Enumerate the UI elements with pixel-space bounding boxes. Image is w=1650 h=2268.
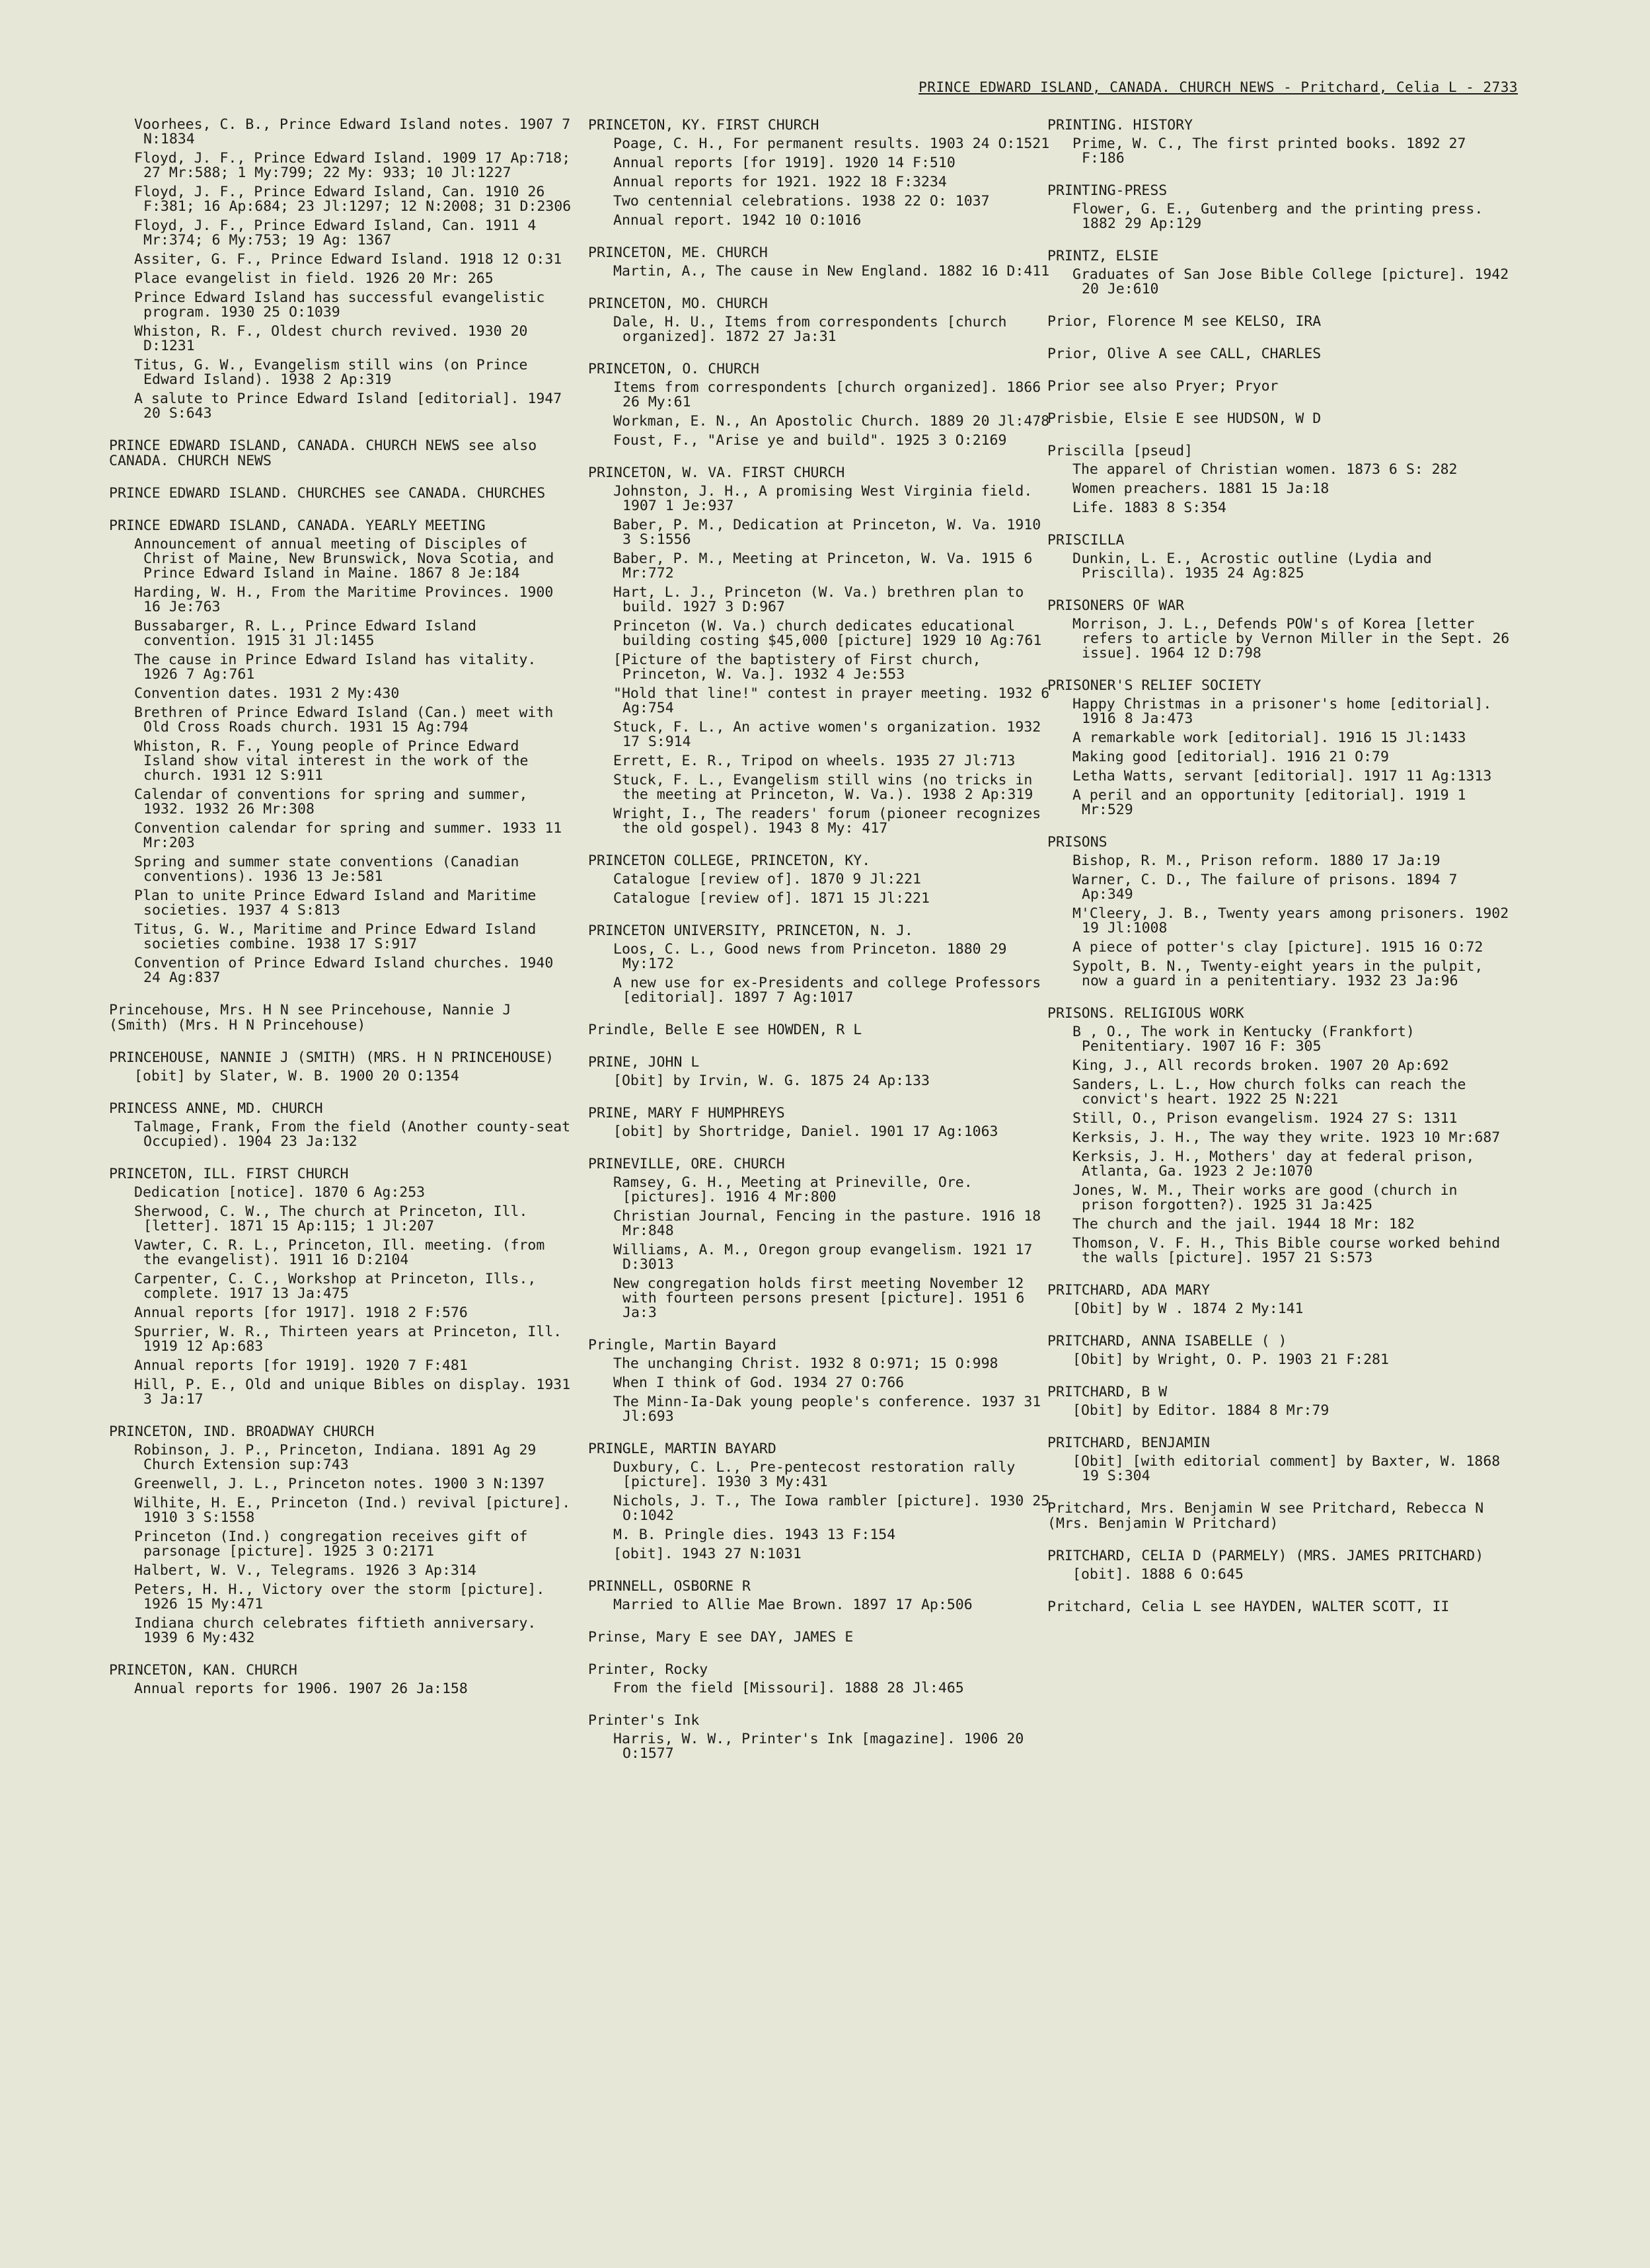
index-section [588,923,1051,1005]
index-section [1047,1283,1510,1316]
column-1 [109,118,572,1714]
index-section [588,1713,1051,1761]
index-entry: Voorhees, C. B., Prince Edward Island notes. 1907 7 N:1834 [134,116,571,147]
section-heading: Pritchard, Celia L see HAYDEN, WALTER SCOTT, II [1047,1599,1450,1615]
index-section [1047,118,1510,166]
index-section [588,1022,1051,1038]
index-section [1047,835,1510,989]
section-heading: Princehouse, Mrs. H N see Princehouse, Nannie J (Smith) (Mrs. H N Princehouse) [109,1002,511,1034]
index-section [1047,346,1510,361]
section-heading: PRINCETON, KAN. CHURCH [109,1662,297,1679]
index-section [1047,248,1510,297]
index-entry: Floyd, J. F., Prince Edward Island, Can. 1910 26 F:381; 16 Ap:684; 23 Jl:1297; 12 N:2008; 31 D:2306 [134,184,572,215]
index-entry: Robinson, J. P., Princeton, Indiana. 1891 Ag 29 Church Extension sup:743 [134,1442,537,1473]
index-entry: Indiana church celebrates fiftieth anniversary. 1939 6 My:432 [134,1615,537,1646]
index-entry: Annual reports [for 1919]. 1920 7 F:481 [134,1357,468,1374]
index-entry: Baber, P. M., Dedication at Princeton, W. Va. 1910 3 S:1556 [613,517,1041,548]
index-entry: The unchanging Christ. 1932 8 O:971; 15 O:998 [613,1355,998,1372]
index-entry: Wilhite, H. E., Princeton (Ind.) revival [picture]. 1910 3 S:1558 [134,1495,571,1526]
index-entry: Peters, H. H., Victory over the storm [picture]. 1926 15 My:471 [134,1581,545,1612]
index-entry: Kerksis, J. H., Mothers' day at federal prison, Atlanta, Ga. 1923 2 Je:1070 [1072,1149,1475,1180]
index-entry: Annual reports [for 1917]. 1918 2 F:576 [134,1304,468,1321]
index-entry: Martin, A., The cause in New England. 1882 16 D:411 [613,263,1050,280]
section-heading: PRINCETON, ILL. FIRST CHURCH [109,1166,349,1182]
index-entry: Harris, W. W., Printer's Ink [magazine]. 1906 20 O:1577 [613,1731,1024,1762]
index-section [588,1630,1051,1645]
index-entry: A salute to Prince Edward Island [editorial]. 1947 20 S:643 [134,391,562,422]
section-heading: PRITCHARD, BENJAMIN [1047,1435,1210,1451]
index-entry: The church and the jail. 1944 18 Mr: 182 [1072,1216,1415,1232]
index-section [1047,443,1510,515]
section-heading: Prinse, Mary E see DAY, JAMES E [588,1629,854,1645]
index-section [109,438,572,469]
section-heading: PRITCHARD, CELIA D (PARMELY) (MRS. JAMES PRITCHARD) [1047,1548,1484,1564]
index-entry: [obit] by Slater, W. B. 1900 20 O:1354 [134,1068,459,1084]
index-entry: Princeton (W. Va.) church dedicates educational building costing $45,000 [picture] 1929 10 Ag:761 [613,618,1042,649]
index-entry: Warner, C. D., The failure of prisons. 1894 7 Ap:349 [1072,872,1458,903]
index-entry: Floyd, J. F., Prince Edward Island. 1909 17 Ap:718; 27 Mr:588; 1 My:799; 22 My: 933; 10 Jl:1227 [134,150,571,181]
index-entry: Annual report. 1942 10 O:1016 [613,212,862,229]
index-entry: Halbert, W. V., Telegrams. 1926 3 Ap:314 [134,1562,476,1579]
section-heading: PRISONER'S RELIEF SOCIETY [1047,677,1261,694]
index-section [109,486,572,501]
section-heading: PRISONERS OF WAR [1047,597,1185,614]
index-entry: Stuck, F. L., Evangelism still wins (no tricks in the meeting at Princeton, W. Va.). 1938 2 Ap:319 [613,772,1033,803]
index-section [588,1338,1051,1424]
index-entry: A new use for ex-Presidents and college Professors [editorial]. 1897 7 Ag:1017 [613,975,1041,1006]
index-entry: Hill, P. E., Old and unique Bibles on display. 1931 3 Ja:17 [134,1377,571,1408]
index-entry: [Obit] by Editor. 1884 8 Mr:79 [1072,1402,1330,1419]
section-heading: PRINCETON COLLEGE, PRINCETON, KY. [588,852,871,869]
index-section [588,245,1051,279]
section-heading: PRINCE EDWARD ISLAND. CHURCHES see CANADA. CHURCHES [109,485,546,502]
index-entry: Duxbury, C. L., Pre-pentecost restoration rally [picture]. 1930 3 My:431 [613,1459,1016,1490]
section-heading: Prior see also Pryer; Pryor [1047,378,1279,395]
index-section [109,1050,572,1084]
section-heading: PRISCILLA [1047,532,1125,548]
index-entry: King, J., All records broken. 1907 20 Ap:692 [1072,1057,1449,1074]
section-heading: PRINCE EDWARD ISLAND, CANADA. YEARLY MEETING [109,517,486,534]
index-entry: Foust, F., "Arise ye and build". 1925 3 O:2169 [613,432,1007,449]
section-heading: Prior, Olive A see CALL, CHARLES [1047,346,1322,362]
index-entry: Dedication [notice]. 1870 6 Ag:253 [134,1184,426,1201]
index-section [1047,1501,1510,1531]
index-section [588,1662,1051,1696]
index-entry: Hart, L. J., Princeton (W. Va.) brethren plan to build. 1927 3 D:967 [613,584,1024,615]
section-heading: Prior, Florence M see KELSO, IRA [1047,313,1322,330]
section-heading: PRINTING. HISTORY [1047,117,1193,133]
index-entry: Thomson, V. F. H., This Bible course worked behind the walls [picture]. 1957 21 S:573 [1072,1235,1501,1266]
index-entry: Harding, W. H., From the Maritime Provinces. 1900 16 Je:763 [134,584,554,615]
section-heading: PRINGLE, MARTIN BAYARD [588,1441,776,1457]
index-entry: Place evangelist in field. 1926 20 Mr: 265 [134,270,494,287]
index-section [1047,533,1510,581]
index-section [1047,314,1510,329]
index-entry: Kerksis, J. H., The way they write. 1923 10 Mr:687 [1072,1129,1501,1146]
index-entry: Annual reports for 1921. 1922 18 F:3234 [613,174,947,190]
index-entry: From the field [Missouri]. 1888 28 Jl:465 [613,1680,964,1696]
section-heading: PRISONS [1047,834,1107,850]
index-entry: [Picture of the baptistery of First church, Princeton, W. Va.]. 1932 4 Je:553 [613,652,981,683]
section-heading: Pringle, Martin Bayard [588,1337,776,1353]
section-heading: Prindle, Belle E see HOWDEN, R L [588,1022,862,1038]
index-entry: Bishop, R. M., Prison reform. 1880 17 Ja:19 [1072,852,1441,869]
index-section [1047,678,1510,817]
index-entry: A piece of potter's clay [picture]. 1915 16 O:72 [1072,939,1483,956]
index-section [1047,1384,1510,1418]
index-section [588,118,1051,228]
index-entry: Sherwood, C. W., The church at Princeton, Ill. [letter]. 1871 15 Ap:115; 1 Jl:207 [134,1203,528,1234]
index-section [109,1101,572,1149]
index-entry: "Hold that line!" contest in prayer meeting. 1932 6 Ag:754 [613,685,1050,716]
index-entry: Titus, G. W., Evangelism still wins (on Prince Edward Island). 1938 2 Ap:319 [134,357,528,388]
index-entry: Dunkin, L. E., Acrostic outline (Lydia and Priscilla). 1935 24 Ag:825 [1072,550,1432,582]
index-entry: Married to Allie Mae Brown. 1897 17 Ap:506 [613,1597,973,1613]
section-heading: Printer's Ink [588,1712,700,1729]
index-entry: Christian Journal, Fencing in the pasture. 1916 18 Mr:848 [613,1208,1041,1239]
section-heading: PRINCESS ANNE, MD. CHURCH [109,1100,323,1117]
index-section [1047,1435,1510,1484]
index-section [588,465,1051,836]
page-header: PRINCE EDWARD ISLAND, CANADA. CHURCH NEWS - Pritchard, Celia L - 2733 [919,79,1518,95]
index-section [1047,1548,1510,1582]
section-heading: PRITCHARD, ADA MARY [1047,1282,1210,1299]
index-entry: Titus, G. W., Maritime and Prince Edward Island societies combine. 1938 17 S:917 [134,921,537,952]
index-entry: Catalogue [review of]. 1870 9 Jl:221 [613,871,921,888]
index-entry: Annual reports for 1906. 1907 26 Ja:158 [134,1681,468,1697]
index-section [1047,183,1510,231]
index-entry: Making good [editorial]. 1916 21 O:79 [1072,749,1389,765]
index-section [588,1156,1051,1320]
index-section [588,1579,1051,1612]
index-entry: Wright, I., The readers' forum (pioneer recognizes the old gospel). 1943 8 My: 417 [613,806,1041,837]
index-entry: New congregation holds first meeting November 12 with fourteen persons present [picture]. 1951 6 Ja:3 [613,1275,1025,1321]
index-section [588,1055,1051,1088]
index-entry: Ramsey, G. H., Meeting at Prineville, Ore. [pictures]. 1916 4 Mr:800 [613,1174,973,1205]
index-entry: Talmage, Frank, From the field (Another county-seat Occupied). 1904 23 Ja:132 [134,1119,571,1150]
section-heading: Printer, Rocky [588,1661,708,1678]
section-heading: PRINNELL, OSBORNE R [588,1578,751,1595]
index-entry: Flower, G. E., Gutenberg and the printing press. 1882 29 Ap:129 [1072,201,1483,232]
index-entry: Annual reports [for 1919]. 1920 14 F:510 [613,155,956,171]
index-entry: Dale, H. U., Items from correspondents [church organized]. 1872 27 Ja:31 [613,314,1007,345]
index-section [1047,411,1510,426]
section-heading: PRINCETON, KY. FIRST CHURCH [588,117,819,133]
index-entry: Bussabarger, R. L., Prince Edward Island convention. 1915 31 Jl:1455 [134,618,476,649]
section-heading: PRINCETON, O. CHURCH [588,361,759,377]
index-entry: Brethren of Prince Edward Island (Can.) meet with Old Cross Roads church. 1931 15 Ag:794 [134,704,554,736]
index-entry: Baber, P. M., Meeting at Princeton, W. Va. 1915 6 Mr:772 [613,550,1033,582]
index-entry: B , O., The work in Kentucky (Frankfort) Penitentiary. 1907 16 F: 305 [1072,1024,1415,1055]
section-heading: PRINCETON, MO. CHURCH [588,295,768,312]
index-entry: M'Cleery, J. B., Twenty years among prisoners. 1902 19 Jl:1008 [1072,905,1509,936]
index-section [1047,1006,1510,1266]
index-entry: Princeton (Ind.) congregation receives gift of parsonage [picture]. 1925 3 O:2171 [134,1529,528,1560]
section-heading: PRINCETON UNIVERSITY, PRINCETON, N. J. [588,923,913,939]
index-entry: Two centennial celebrations. 1938 22 O: 1037 [613,193,990,209]
index-entry: Vawter, C. R. L., Princeton, Ill. meeting. (from the evangelist). 1911 16 D:2104 [134,1237,545,1268]
index-section [588,296,1051,344]
index-entry: Calendar of conventions for spring and summer, 1932. 1932 26 Mr:308 [134,786,528,817]
section-heading: PRITCHARD, B W [1047,1384,1168,1400]
index-entry: [obit]. 1888 6 O:645 [1072,1566,1244,1583]
index-entry: Morrison, J. L., Defends POW's of Korea [letter refers to article by Vernon Miller in the Sept. 26 issue]. 1964 12 D:798 [1072,616,1510,662]
index-entry: [Obit] by Irvin, W. G. 1875 24 Ap:133 [613,1073,930,1089]
index-entry: Prime, W. C., The first printed books. 1892 27 F:186 [1072,135,1466,167]
index-entry: Jones, W. M., Their works are good (church in prison forgotten?). 1925 31 Ja:425 [1072,1182,1458,1213]
index-section [588,1441,1051,1562]
index-section [588,853,1051,906]
index-entry: Prince Edward Island has successful evangelistic program. 1930 25 O:1039 [134,289,545,321]
index-entry: Johnston, J. H., A promising West Virginia field. 1907 1 Je:937 [613,483,1033,514]
index-entry: Life. 1883 8 S:354 [1072,500,1226,516]
index-entry: The Minn-Ia-Dak young people's conference. 1937 31 Jl:693 [613,1394,1041,1425]
index-entry: [Obit] by W . 1874 2 My:141 [1072,1301,1304,1317]
index-entry: Happy Christmas in a prisoner's home [editorial]. 1916 8 Ja:473 [1072,696,1492,727]
section-heading: PRINCETON, W. VA. FIRST CHURCH [588,465,845,481]
index-section [109,1663,572,1696]
column-2 [588,118,1051,1778]
index-section [1047,1334,1510,1367]
index-entry: Plan to unite Prince Edward Island and Maritime societies. 1937 4 S:813 [134,888,537,919]
section-heading: PRINE, JOHN L [588,1054,700,1071]
index-entry: Poage, C. H., For permanent results. 1903 24 O:1521 [613,135,1050,152]
section-heading: PRITCHARD, ANNA ISABELLE ( ) [1047,1333,1287,1349]
index-entry: Whiston, R. F., Young people of Prince Edward Island show vital interest in the work of the church. 1931 12 S:911 [134,738,529,784]
index-section [109,1002,572,1033]
index-entry: Whiston, R. F., Oldest church revived. 1930 20 D:1231 [134,323,528,354]
index-entry: Workman, E. N., An Apostolic Church. 1889 20 Jl:478 [613,413,1050,430]
index-entry: Spring and summer state conventions (Canadian conventions). 1936 13 Je:581 [134,854,519,885]
index-section [1047,598,1510,661]
index-entry: Stuck, F. L., An active women's organization. 1932 17 S:914 [613,719,1041,750]
section-heading: PRISONS. RELIGIOUS WORK [1047,1005,1244,1022]
index-entry: Floyd, J. F., Prince Edward Island, Can. 1911 4 Mr:374; 6 My:753; 19 Ag: 1367 [134,217,537,248]
index-entry: When I think of God. 1934 27 O:766 [613,1375,905,1391]
section-heading: PRINTING-PRESS [1047,182,1168,199]
section-heading: PRINCETON, IND. BROADWAY CHURCH [109,1423,375,1440]
index-section [109,1166,572,1407]
index-section [109,118,572,421]
index-entry: Sanders, L. L., How church folks can reach the convict's heart. 1922 25 N:221 [1072,1077,1466,1108]
index-section [1047,1599,1510,1614]
index-entry: Women preachers. 1881 15 Ja:18 [1072,480,1330,497]
section-heading: Priscilla [pseud] [1047,443,1193,459]
index-entry: [obit]. 1943 27 N:1031 [613,1546,802,1562]
index-section [109,1424,572,1645]
index-section [1047,379,1510,394]
index-entry: [obit] by Shortridge, Daniel. 1901 17 Ag:1063 [613,1123,998,1140]
index-entry: Catalogue [review of]. 1871 15 Jl:221 [613,890,930,907]
section-heading: PRINCEHOUSE, NANNIE J (SMITH) (MRS. H N PRINCEHOUSE) [109,1049,554,1066]
section-heading: PRINEVILLE, ORE. CHURCH [588,1156,785,1172]
index-entry: Nichols, J. T., The Iowa rambler [picture]. 1930 25 O:1042 [613,1493,1050,1524]
index-entry: Convention calendar for spring and summer. 1933 11 Mr:203 [134,820,562,851]
index-entry: Announcement of annual meeting of Disciples of Christ of Maine, New Brunswick, Nova Scotia, and Prince Edward Island in Maine. 1867 8 Je:184 [134,536,554,582]
index-entry: Carpenter, C. C., Workshop at Princeton, Ills., complete. 1917 13 Ja:475 [134,1271,537,1302]
section-heading: Pritchard, Mrs. Benjamin W see Pritchard, Rebecca N (Mrs. Benjamin W Pritchard) [1047,1500,1484,1532]
index-entry: The cause in Prince Edward Island has vitality. 1926 7 Ag:761 [134,652,537,683]
index-entry: Letha Watts, servant [editorial]. 1917 11 Ag:1313 [1072,768,1492,784]
index-entry: Errett, E. R., Tripod on wheels. 1935 27 Jl:713 [613,753,1016,769]
index-entry: [Obit] by Wright, O. P. 1903 21 F:281 [1072,1351,1389,1368]
section-heading: PRINCETON, ME. CHURCH [588,245,768,261]
index-entry: [Obit] [with editorial comment] by Baxter, W. 1868 19 S:304 [1072,1453,1501,1484]
index-entry: Loos, C. L., Good news from Princeton. 1880 29 My:172 [613,941,1007,972]
column-3 [1047,118,1510,1632]
index-entry: Convention dates. 1931 2 My:430 [134,685,400,702]
index-entry: Williams, A. M., Oregon group evangelism. 1921 17 D:3013 [613,1242,1033,1273]
section-heading: PRINE, MARY F HUMPHREYS [588,1105,785,1121]
index-entry: M. B. Pringle dies. 1943 13 F:154 [613,1527,896,1543]
index-entry: Assiter, G. F., Prince Edward Island. 1918 12 O:31 [134,251,562,268]
index-entry: Sypolt, B. N., Twenty-eight years in the pulpit, now a guard in a penitentiary. 1932 23 Ja:96 [1072,958,1483,989]
index-section [588,1106,1051,1139]
index-section [109,518,572,985]
index-entry: Convention of Prince Edward Island churches. 1940 24 Ag:837 [134,955,554,986]
index-entry: Spurrier, W. R., Thirteen years at Princeton, Ill. 1919 12 Ap:683 [134,1324,562,1355]
index-entry: Items from correspondents [church organized]. 1866 26 My:61 [613,379,1041,410]
section-heading: PRINCE EDWARD ISLAND, CANADA. CHURCH NEWS see also CANADA. CHURCH NEWS [109,437,537,469]
index-entry: Greenwell, J. L., Princeton notes. 1900 3 N:1397 [134,1476,545,1492]
index-entry: Still, O., Prison evangelism. 1924 27 S: 1311 [1072,1110,1458,1127]
section-heading: Prisbie, Elsie E see HUDSON, W D [1047,410,1322,427]
index-entry: Graduates of San Jose Bible College [picture]. 1942 20 Je:610 [1072,266,1509,297]
index-section [588,361,1051,448]
section-heading: PRINTZ, ELSIE [1047,248,1159,264]
index-entry: A remarkable work [editorial]. 1916 15 Jl:1433 [1072,730,1466,746]
index-entry: A peril and an opportunity [editorial]. 1919 1 Mr:529 [1072,787,1466,818]
index-entry: The apparel of Christian women. 1873 6 S: 282 [1072,461,1458,478]
